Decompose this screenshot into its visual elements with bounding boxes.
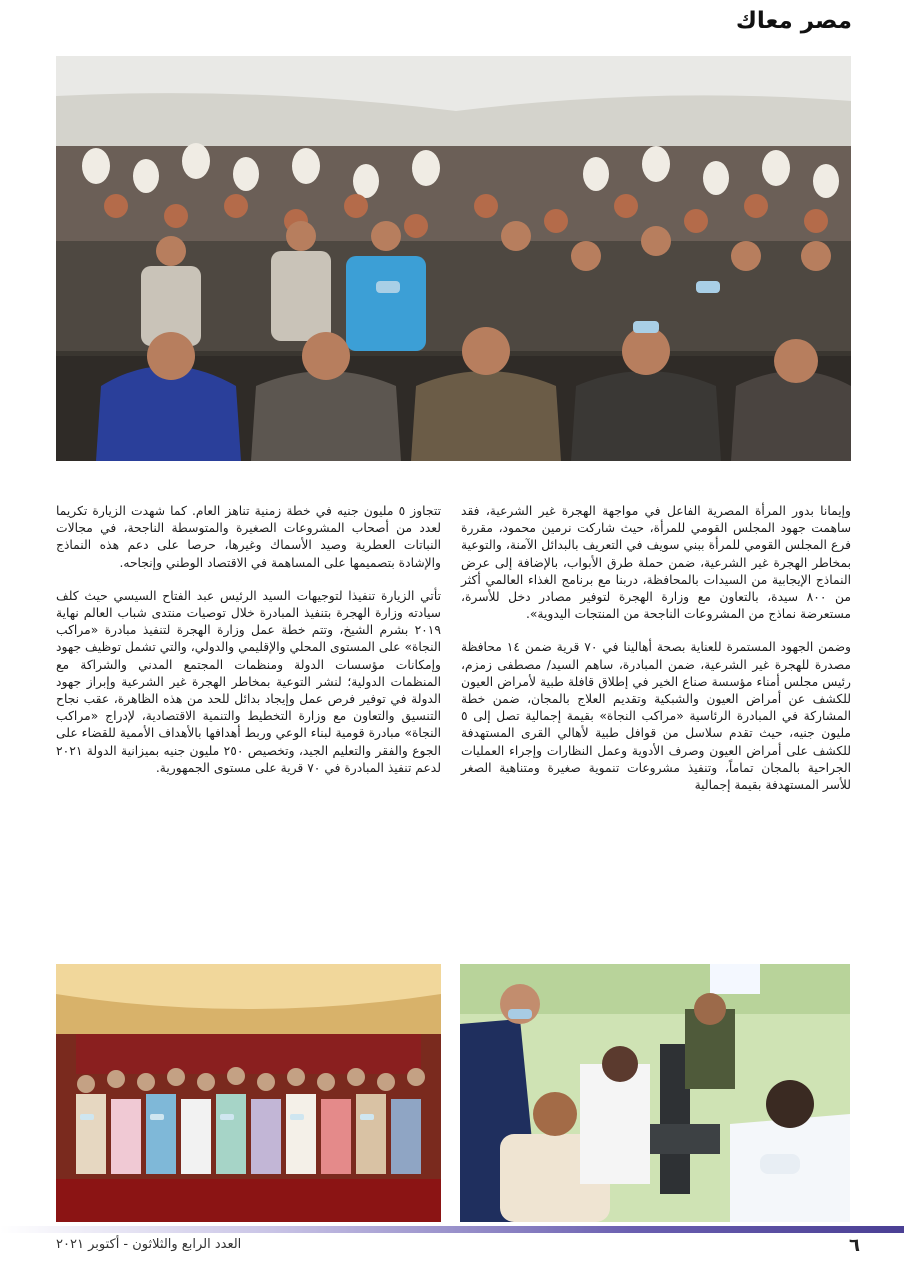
article-right-column [461,503,851,810]
article-paragraph: تتجاوز ٥ مليون جنيه في خطة زمنية تناهز العام. كما شهدت الزيارة تكريما لعدد من أصحاب المشروعات الصغيرة والمتوسطة الناجحة، في مجالات النباتات العطرية وصيد الأسماك وغيرها، حرصا على دعم هذه النماذج والإشادة بتصميمها على المساهمة في الاقتصاد الوطني وإنجاحه. [56,504,441,570]
page-number: ٦ [849,1235,860,1256]
group-hall-photo [56,964,441,1222]
eye-exam-photo [460,964,850,1222]
article-paragraph: وضمن الجهود المستمرة للعناية بصحة أهالينا في ٧٠ قرية ضمن ١٤ محافظة مصدرة للهجرة غير الشرعية، ضمن المبادرة، ساهم السيد/ مصطفى زمزم، رئيس مجلس أمناء مؤسسة صناع الخير في إطلاق قافلة طبية لأمراض العيون للكشف عن أمراض العيون والشبكية وتقديم العلاج بالمجان، ضمن خطة المشاركة في المبادرة الرئاسية «مراكب النجاة» بقيمة إجمالية تصل إلى ٥ مليون جنيه، حيث تقدم سلاسل من قوافل طبية لأهالي القرى المستهدفة للكشف على أمراض العيون وصرف الأدوية وعمل النظارات وإجراء العمليات الجراحية بالمجان تماماً، وتنفيذ مشروعات تنموية صغيرة ومتناهية الصغر للأسر المستهدفة بقيمة إجمالية [461,640,851,793]
article-paragraph: تأتي الزيارة تنفيذا لتوجيهات السيد الرئيس عبد الفتاح السيسي حيث كلف سيادته وزارة الهجرة بتنفيذ المبادرة خلال توصيات منتدى شباب العالم نهاية ٢٠١٩ بشرم الشيخ، وتتم خطة عمل وزارة الهجرة لتنفيذ مبادرة «مراكب النجاة» على المستوى المحلي والإقليمي والدولي، والتي تشمل توظيف جهود وإمكانات مؤسسات الدولة ومنظمات المجتمع المدني والشراكة مع المنظمات الدولية؛ لنشر التوعية بمخاطر الهجرة غير الشرعية وإبراز جهود الدولة في توفير فرص عمل وإيجاد بدائل للحد من هذه الظاهرة، عقب نجاح التنسيق والتعاون مع وزارة التخطيط والتنمية الاقتصادية، لإدراج «مراكب النجاة» مبادرة قومية لبناء الوعي وربط أهدافها بالأهداف الأممية للقضاء على الجوع والفقر والتعليم الجيد، وتخصيص ٢٥٠ مليون جنيه بميزانية الدولة ٢٠٢١ لدعم تنفيذ المبادرة في ٧٠ قرية على مستوى الجمهورية. [56,588,441,775]
page-section-title: مصر معاك [735,8,852,34]
footer-band [0,1226,904,1233]
article-left-column [56,503,441,793]
issue-label: العدد الرابع والثلاثون - أكتوبر ٢٠٢١ [56,1237,242,1252]
article-paragraph: وإيمانا بدور المرأة المصرية الفاعل في مواجهة الهجرة غير الشرعية، فقد ساهمت جهود المجلس القومي للمرأة، حيث شاركت نرمين محمود، مقررة فرع المجلس القومي للمرأة ببني سويف في التعريف بالبدائل الآمنة، والتوعية بمخاطر الهجرة غير الشرعية، ضمن حملة طرق الأبواب، بالإضافة إلى عرض النماذج الإيجابية من السيدات بالمحافظة، دربنا مع برنامج الغذاء العالمي أكثر من ٨٠٠ سيدة، بالتعاون مع وزارة الهجرة لتوفير مصادر دخل للأسرة، مستعرضة نماذج من المشروعات الناجحة من المنتجات اليدوية». [461,504,851,622]
main-event-photo [56,56,851,461]
